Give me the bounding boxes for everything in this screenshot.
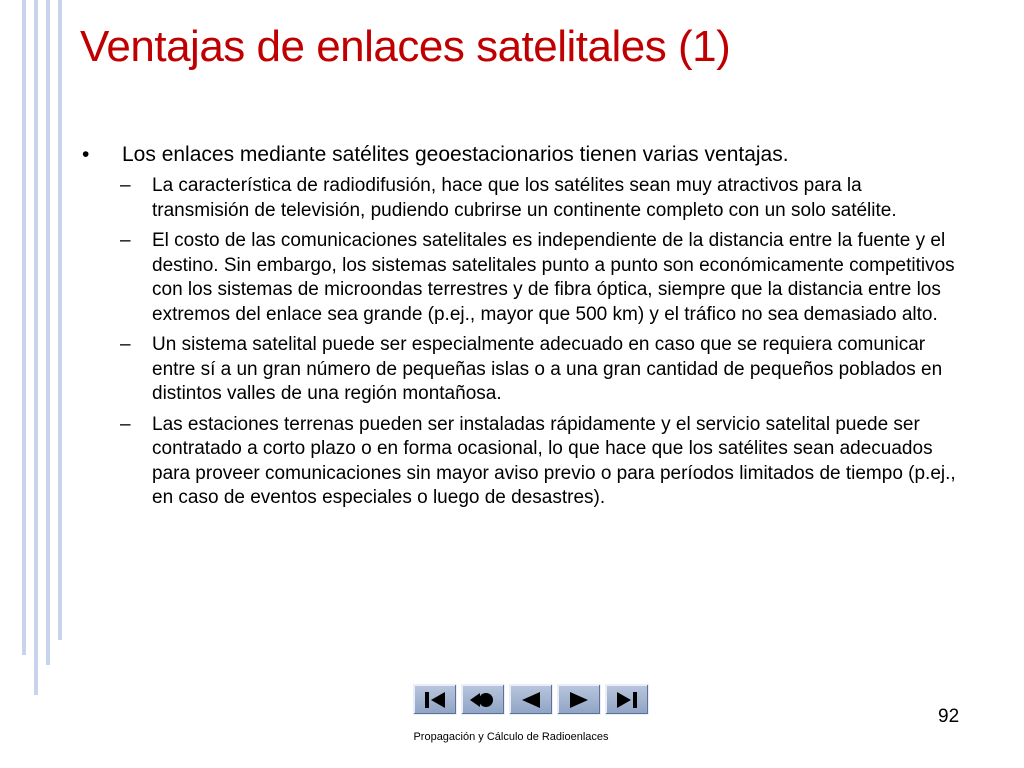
sub-bullet-text: El costo de las comunicaciones satelitales es independiente de la distancia entre la fuente y el destino. Sin embargo, los sistemas satelitales punto a punto son económicamente competitivos con los sistemas de microondas terrestres y de fibra óptica, siempre que la distancia entre los extremos del enlace sea grande (p.ej., mayor que 500 km) y el tráfico no sea demasiado alto. bbox=[152, 230, 955, 325]
sub-bullet-text: La característica de radiodifusión, hace que los satélites sean muy atractivos para la transmisión de televisión, pudiendo cubrirse un continente completo con un solo satélite. bbox=[152, 175, 897, 221]
dash-marker: – bbox=[120, 413, 131, 435]
sub-bullet-text: Las estaciones terrenas pueden ser instaladas rápidamente y el servicio satelital puede ser contratado a corto plazo o en forma ocasional, lo que hace que los satélites sean adecuados para proveer comunicaciones sin mayor aviso previo o para períodos limitados de tiempo (p.ej., en caso de eventos especiales o luego de desastres). bbox=[152, 413, 956, 508]
slide-title: Ventajas de enlaces satelitales (1) bbox=[80, 22, 731, 71]
slide-content bbox=[80, 141, 960, 517]
decorative-line bbox=[22, 0, 26, 655]
decorative-line bbox=[34, 0, 38, 695]
dash-marker: – bbox=[120, 334, 131, 355]
next-slide-icon bbox=[566, 690, 592, 710]
previous-slide-button[interactable] bbox=[509, 684, 553, 715]
dash-marker: – bbox=[120, 175, 131, 196]
last-slide-button[interactable] bbox=[605, 684, 649, 715]
decorative-line bbox=[46, 0, 50, 665]
page-number: 92 bbox=[938, 706, 960, 727]
next-slide-button[interactable] bbox=[557, 684, 601, 715]
sub-bullet-text: Un sistema satelital puede ser especialmente adecuado en caso que se requiera comunicar entre sí a un gran número de pequeñas islas o a una gran cantidad de pequeños poblados en distintos valles de una región montañosa. bbox=[152, 334, 943, 404]
last-slide-icon bbox=[614, 690, 640, 710]
decorative-line bbox=[58, 0, 62, 640]
sub-bullet bbox=[80, 413, 960, 511]
first-slide-button[interactable] bbox=[413, 684, 457, 715]
sub-bullet bbox=[80, 229, 960, 327]
footer bbox=[0, 731, 1024, 743]
footer-text: Propagación y Cálculo de Radioenlaces bbox=[413, 731, 609, 743]
sub-bullet bbox=[80, 333, 960, 407]
dash-marker: – bbox=[120, 230, 131, 251]
bullet-marker: • bbox=[82, 143, 90, 166]
previous-slide-icon bbox=[518, 690, 544, 710]
main-bullet-text: Los enlaces mediante satélites geoestacionarios tienen varias ventajas. bbox=[122, 143, 789, 166]
slide-navigation bbox=[413, 684, 649, 715]
sub-bullet bbox=[80, 174, 960, 223]
previous-section-icon bbox=[468, 690, 498, 710]
main-bullet bbox=[80, 141, 960, 168]
first-slide-icon bbox=[422, 690, 448, 710]
previous-section-button[interactable] bbox=[461, 684, 505, 715]
